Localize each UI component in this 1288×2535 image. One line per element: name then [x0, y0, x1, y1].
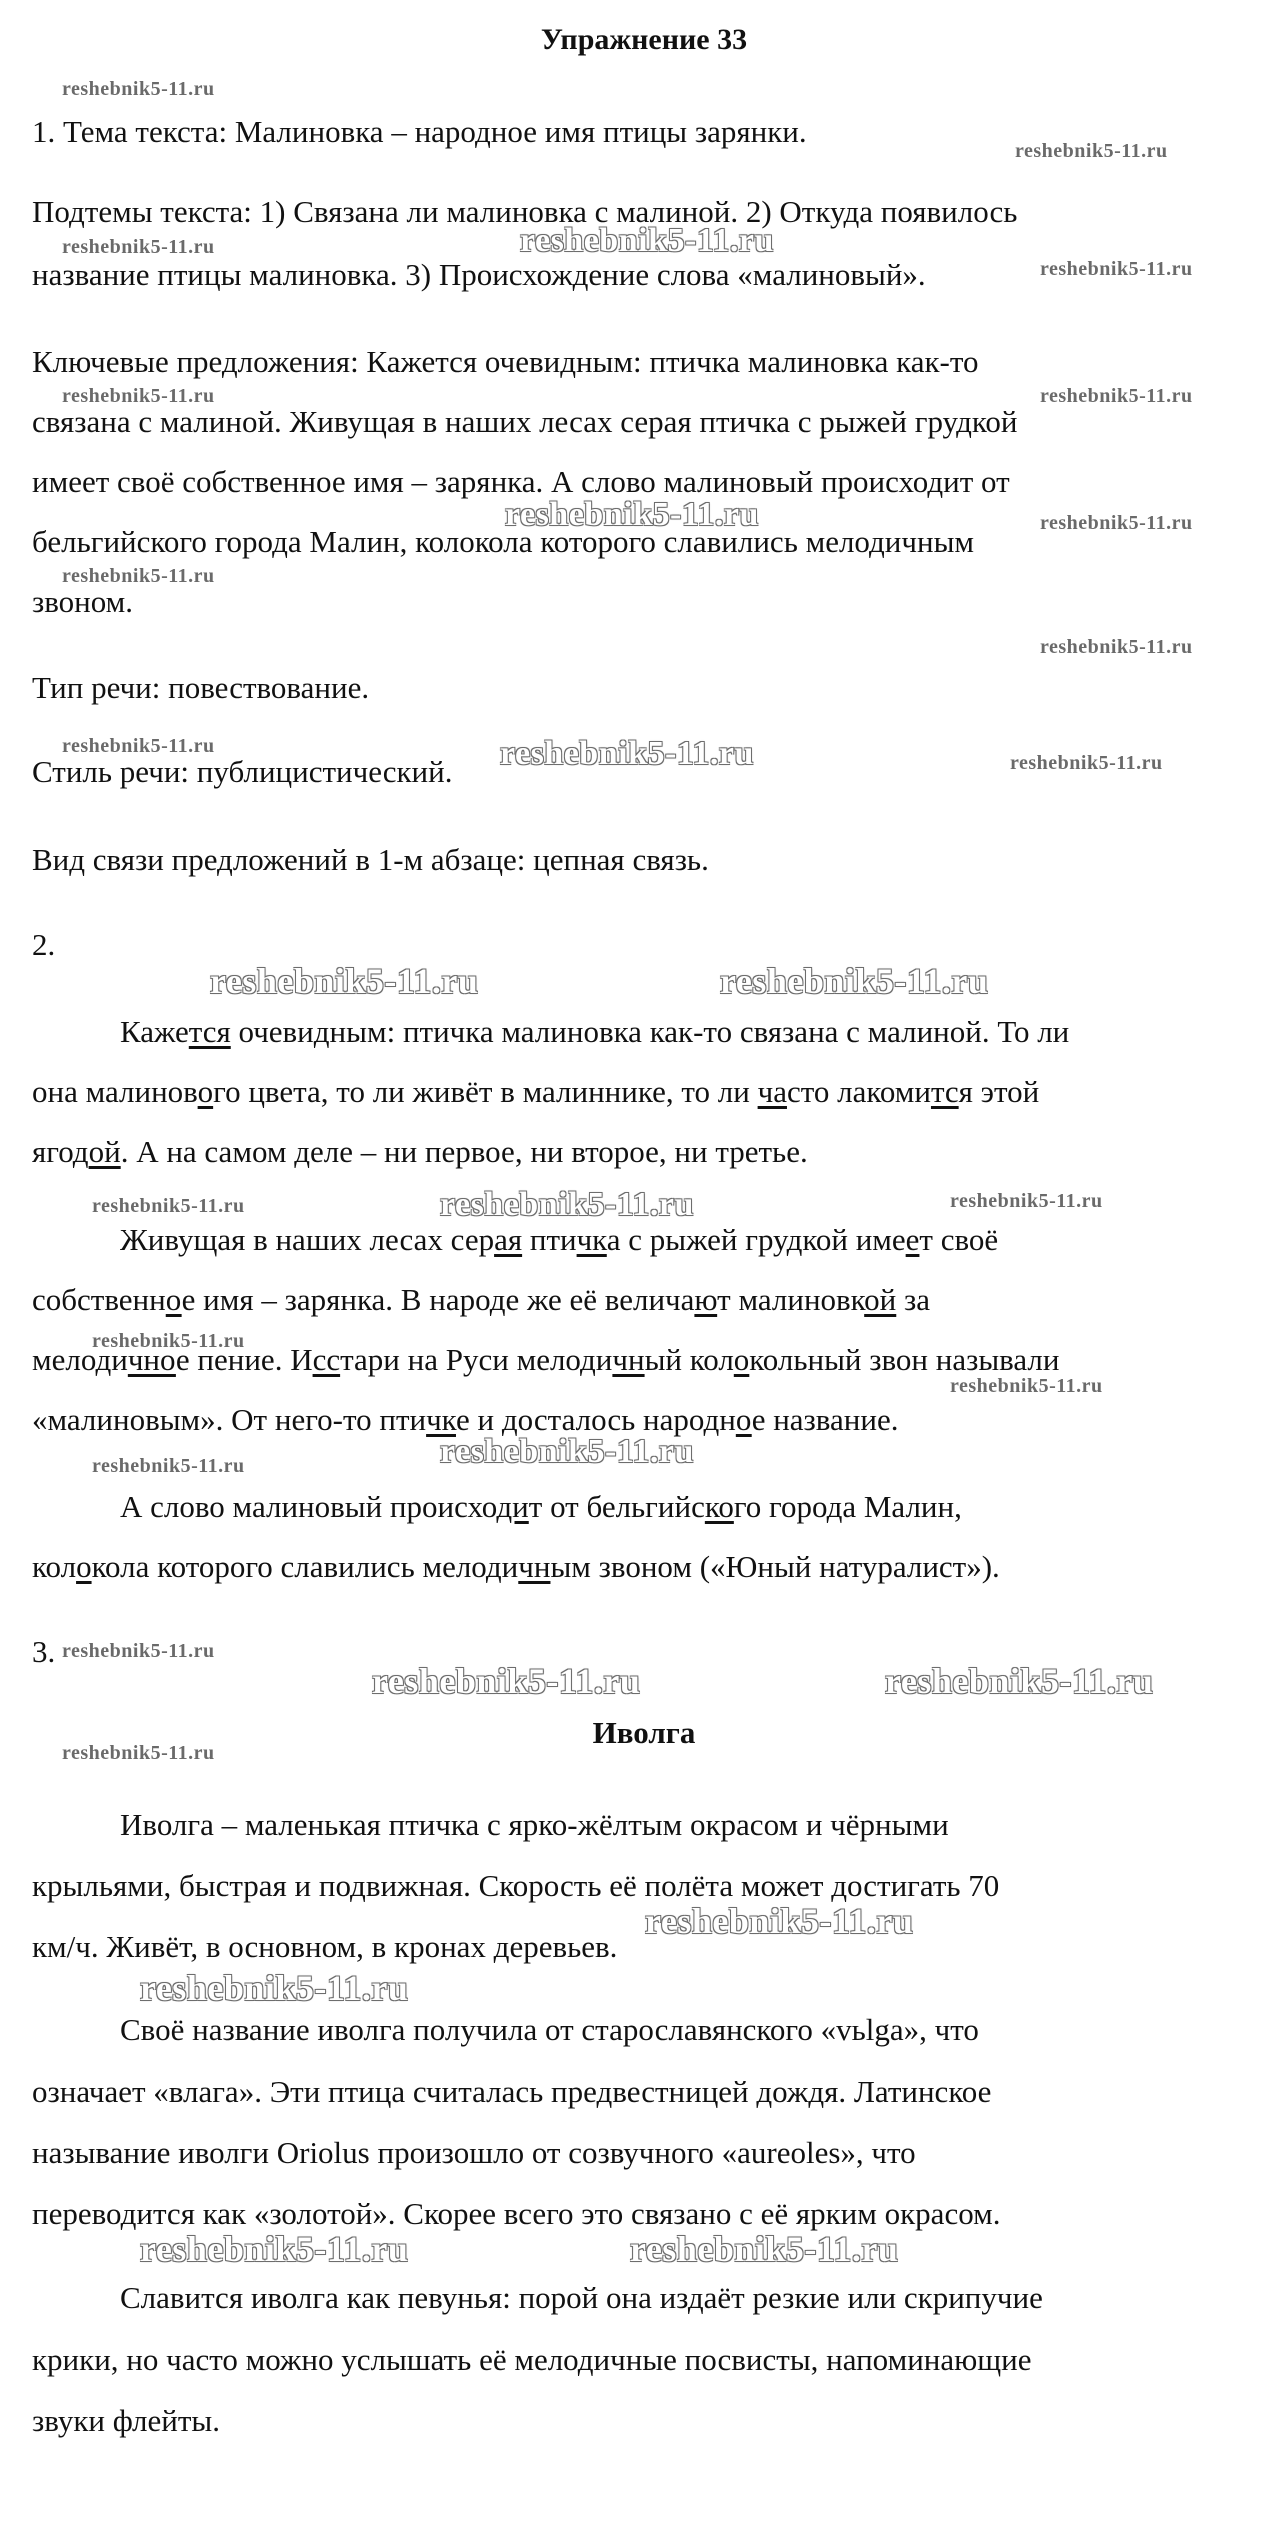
section-2-line-7: «малиновым». От него-то птичке и досталось народное название.: [32, 1402, 899, 1437]
watermark: reshebnik5-11.ru: [505, 496, 759, 533]
section-2-line-6: мелодичное пение. Исстари на Руси мелодичный колокольный звон называли: [32, 1342, 1060, 1377]
key-sentences-line-1: Ключевые предложения: Кажется очевидным: птичка малиновка как-то: [32, 344, 979, 379]
watermark: reshebnik5-11.ru: [92, 1330, 245, 1352]
section-3-line-4: Своё название иволга получила от старославянского «vьlga», что: [120, 2012, 979, 2047]
watermark: reshebnik5-11.ru: [950, 1375, 1103, 1397]
subthemes-line-2: название птицы малиновка. 3) Происхождение слова «малиновый».: [32, 257, 926, 292]
section-2-line-4: Живущая в наших лесах серая птичка с рыжей грудкой имеет своё: [120, 1222, 999, 1257]
watermark: reshebnik5-11.ru: [440, 1433, 694, 1470]
section-2-line-5: собственное имя – зарянка. В народе же её величают малиновкой за: [32, 1282, 931, 1317]
theme-line: 1. Тема текста: Малиновка – народное имя птицы зарянки.: [32, 114, 807, 149]
section-2-line-8: А слово малиновый происходит от бельгийского города Малин,: [120, 1489, 962, 1524]
watermark: reshebnik5-11.ru: [1015, 140, 1168, 162]
watermark: reshebnik5-11.ru: [62, 1640, 215, 1662]
watermark: reshebnik5-11.ru: [1040, 258, 1193, 280]
watermark: reshebnik5-11.ru: [62, 78, 215, 100]
speech-type-line: Тип речи: повествование.: [32, 670, 370, 705]
watermark: reshebnik5-11.ru: [645, 1901, 914, 1941]
section-3-line-8: Славится иволга как певунья: порой она издаёт резкие или скрипучие: [120, 2280, 1043, 2315]
watermark: reshebnik5-11.ru: [1040, 512, 1193, 534]
watermark: reshebnik5-11.ru: [92, 1455, 245, 1477]
section-3-line-2: крыльями, быстрая и подвижная. Скорость её полёта может достигать 70: [32, 1868, 1000, 1903]
watermark: reshebnik5-11.ru: [720, 961, 989, 1001]
section-3-line-5: означает «влага». Эти птица считалась предвестницей дождя. Латинское: [32, 2074, 992, 2109]
section-2-line-9: колокола которого славились мелодичным звоном («Юный натуралист»).: [32, 1549, 1000, 1584]
page-title: Упражнение 33: [540, 23, 748, 56]
section-3-heading: Иволга: [592, 1715, 696, 1750]
watermark: reshebnik5-11.ru: [140, 1968, 409, 2008]
watermark: reshebnik5-11.ru: [630, 2229, 899, 2269]
watermark: reshebnik5-11.ru: [62, 1742, 215, 1764]
connection-line: Вид связи предложений в 1-м абзаце: цепная связь.: [32, 842, 709, 877]
watermark: reshebnik5-11.ru: [92, 1195, 245, 1217]
watermark: reshebnik5-11.ru: [440, 1186, 694, 1223]
section-2-line-2: она малинового цвета, то ли живёт в малиннике, то ли часто лакомится этой: [32, 1074, 1040, 1109]
watermark: reshebnik5-11.ru: [1040, 636, 1193, 658]
watermark: reshebnik5-11.ru: [62, 236, 215, 258]
watermark: reshebnik5-11.ru: [520, 222, 774, 259]
section-2-number: 2.: [32, 927, 56, 962]
section-3-line-3: км/ч. Живёт, в основном, в кронах деревьев.: [32, 1929, 618, 1964]
section-3-number: 3.: [32, 1634, 56, 1669]
watermark: reshebnik5-11.ru: [372, 1661, 641, 1701]
key-sentences-line-3: имеет своё собственное имя – зарянка. А слово малиновый происходит от: [32, 464, 1010, 499]
watermark: reshebnik5-11.ru: [62, 735, 215, 757]
section-2-line-1: Кажется очевидным: птичка малиновка как-то связана с малиной. То ли: [120, 1014, 1070, 1049]
key-sentences-line-2: связана с малиной. Живущая в наших лесах серая птичка с рыжей грудкой: [32, 404, 1018, 439]
watermark: reshebnik5-11.ru: [1040, 385, 1193, 407]
section-3-line-10: звуки флейты.: [32, 2403, 220, 2438]
subthemes-line-1: Подтемы текста: 1) Связана ли малиновка с малиной. 2) Откуда появилось: [32, 194, 1018, 229]
key-sentences-line-5: звоном.: [32, 584, 134, 619]
watermark: reshebnik5-11.ru: [950, 1190, 1103, 1212]
section-3-line-7: переводится как «золотой». Скорее всего это связано с её ярким окрасом.: [32, 2196, 1001, 2231]
watermark: reshebnik5-11.ru: [885, 1661, 1154, 1701]
section-3-line-6: называние иволги Oriolus произошло от созвучного «aureoles», что: [32, 2135, 916, 2170]
watermark: reshebnik5-11.ru: [210, 961, 479, 1001]
speech-style-line: Стиль речи: публицистический.: [32, 754, 453, 789]
section-3-line-9: крики, но часто можно услышать её мелодичные посвисты, напоминающие: [32, 2342, 1032, 2377]
watermark: reshebnik5-11.ru: [140, 2229, 409, 2269]
key-sentences-line-4: бельгийского города Малин, колокола которого славились мелодичным: [32, 524, 975, 559]
watermark: reshebnik5-11.ru: [500, 735, 754, 772]
watermark: reshebnik5-11.ru: [62, 565, 215, 587]
watermark: reshebnik5-11.ru: [62, 385, 215, 407]
section-3-line-1: Иволга – маленькая птичка с ярко-жёлтым окрасом и чёрными: [120, 1807, 949, 1842]
watermark: reshebnik5-11.ru: [1010, 752, 1163, 774]
section-2-line-3: ягодой. А на самом деле – ни первое, ни второе, ни третье.: [32, 1134, 808, 1169]
